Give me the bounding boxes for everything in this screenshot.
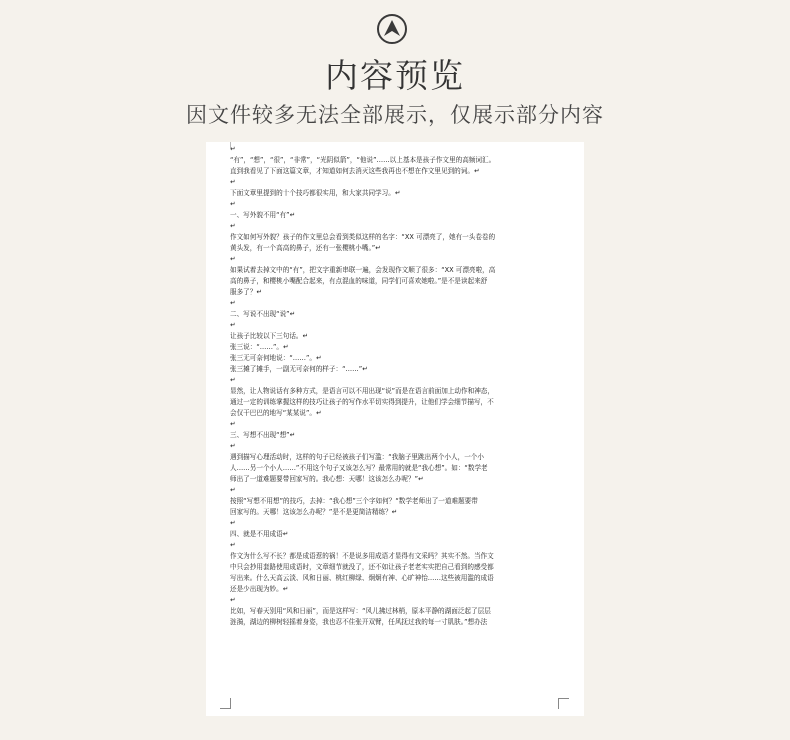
document-line: 涟漪，湖边的柳树轻摇着身姿，我也忍不住张开双臂，任风抚过我的每一寸肌肤。”想办法 [230,618,488,626]
document-line: 三、写想不出现“想”↵ [230,431,296,439]
page-subtitle: 因文件较多无法全部展示，仅展示部分内容 [186,103,604,127]
page-corner-mark [558,698,569,709]
document-line: 写出来。什么天高云淡、风和日丽、桃红柳绿、炯炯有神、心旷神怡……这些被用滥的成语 [230,574,494,582]
document-line: 遇到描写心理活动时，这样的句子已经被孩子们写滥：“我脑子里跳出两个小人，一个小 [230,453,484,461]
document-content [230,144,564,628]
document-line: 师出了一道难题要带回家写的。我心想：天哪！这该怎么办呢？”↵ [230,475,424,483]
document-line: 比如，写春天别用“风和日丽”，而是这样写：“风儿拂过林梢，原本平静的湖面泛起了层层 [230,607,491,615]
document-line: 按照“写想不用想”的技巧，去掉：“我心想”三个字如何？“数学老师出了一道难题要带 [230,497,478,505]
document-line: ↵ [230,596,236,604]
document-line: ↵ [230,145,236,153]
document-line: 作文如何写外貌？孩子的作文里总会看到类似这样的名字：“XX 可漂亮了，她有一头卷卷的 [230,233,496,241]
document-line: ↵ [230,541,236,549]
document-line: 四、就是不用成语↵ [230,530,289,538]
document-line: 让孩子比较以下三句话。↵ [230,332,309,340]
document-line: ↵ [230,376,236,384]
document-line: 中只会抄用套路使用成语时，文章细节就没了，还不如让孩子老老实实把自己看到的感受都 [230,563,494,571]
document-line: ↵ [230,519,236,527]
document-line: “有”，“想”，“很”，“非常”，“光阴似箭”，“他说”……以上基本是孩子作文里的高频词汇。 [230,156,496,164]
document-line: ↵ [230,178,236,186]
document-line: 还是少出现为妙。↵ [230,585,289,593]
arrow-up-circle-icon [377,14,407,44]
document-line: 黄头发，有一个高高的鼻子，还有一张樱桃小嘴。”↵ [230,244,381,252]
preview-header [0,0,790,140]
document-line: 回家写的。天哪！这该怎么办呢？”是不是更简洁精练？↵ [230,508,398,516]
document-line: ↵ [230,420,236,428]
document-line: ↵ [230,222,236,230]
document-line: ↵ [230,321,236,329]
document-line: 人……另一个小人……”不用这个句子又该怎么写？最常用的就是“我心想”。如：“数学老 [230,464,488,472]
document-page[interactable] [206,142,584,716]
document-line: 一、写外貌不用“有”↵ [230,211,296,219]
document-line: ↵ [230,255,236,263]
document-line: 下面文章里提到的十个技巧都很实用，和大家共同学习。↵ [230,189,401,197]
document-line: 直到我看见了下面这篇文章，才知道如何去消灭这些我再也不想在作文里见到的词。↵ [230,167,480,175]
document-line: ↵ [230,200,236,208]
document-line: 二、写说不出现“说”↵ [230,310,296,318]
document-line: 如果试着去掉文中的“有”，把文字重新串联一遍，会发现作文顺了很多：“XX 可漂亮啦，高 [230,266,496,274]
document-line: 服多了？↵ [230,288,262,296]
document-line: 张三摊了摊手，一副无可奈何的样子：“……”↵ [230,365,368,373]
document-line: 会仅干巴巴的地写“某某说”。↵ [230,409,322,417]
document-line: 作文为什么写不长？都是成语惹的祸！不是说多用成语才显得有文采吗？其实不然。当作文 [230,552,494,560]
page-corner-mark [220,698,231,709]
document-line: ↵ [230,442,236,450]
document-line: ↵ [230,486,236,494]
document-line: 显然，让人物说话有多种方式，是语言可以不用出现“说”而是在语言前面加上动作和神态， [230,387,494,395]
document-line: 高的鼻子，和樱桃小嘴配合起来，有点混血的味道，同学们可喜欢她啦。”是不是读起来舒 [230,277,488,285]
document-line: 通过一定的训练掌握这样的技巧让孩子的写作水平切实得到提升，让他们学会细节描写，不 [230,398,494,406]
document-line: 张三无可奈何地说：“……”。↵ [230,354,322,362]
document-line: ↵ [230,299,236,307]
page-title: 内容预览 [325,56,465,95]
document-line: 张三说：“……”。↵ [230,343,289,351]
